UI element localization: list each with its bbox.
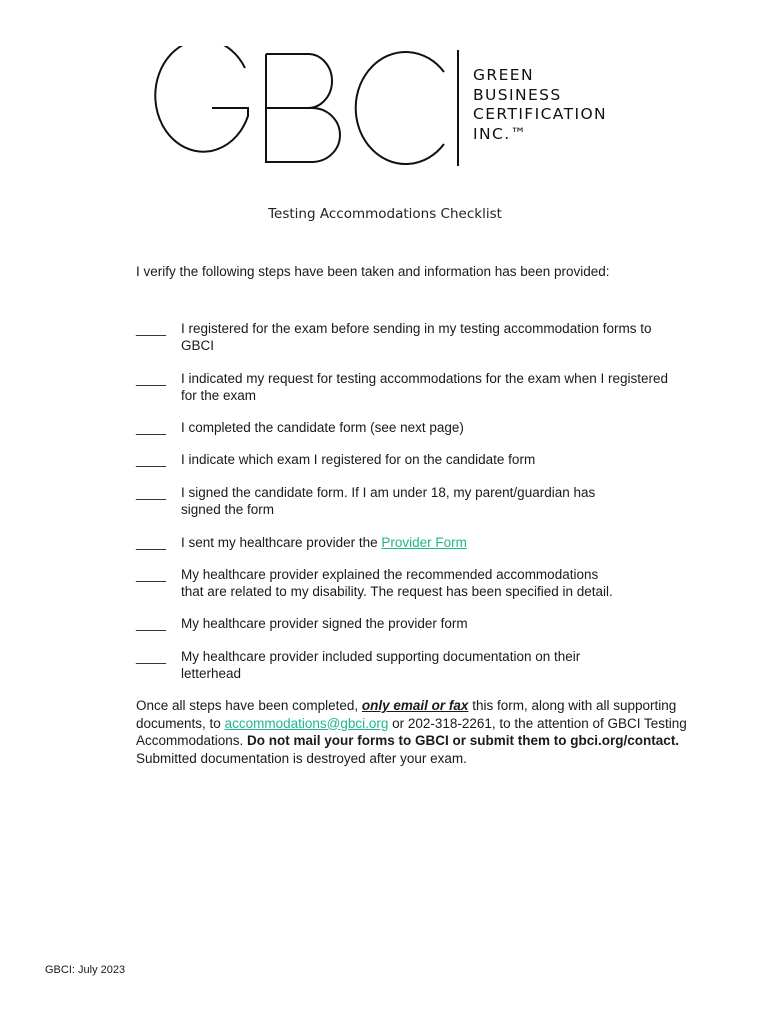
closing-instructions: [136, 697, 716, 767]
logo-line-inc: INC.™: [473, 124, 528, 143]
closing-warning: Do not mail your forms to GBCI or submit them to gbci.org/contact.: [247, 733, 680, 748]
closing-text: or 202-318-2261, to the attention of GBCI Testing Accommodations.: [136, 715, 687, 748]
check-blank[interactable]: ____: [136, 321, 167, 336]
item-line: I indicated my request for testing accommodations for the exam when I registered: [181, 371, 668, 386]
checklist-item-text: [181, 370, 691, 404]
checklist-item-text: [181, 566, 691, 600]
check-blank[interactable]: ____: [136, 649, 167, 664]
check-blank[interactable]: ____: [136, 567, 167, 582]
checklist-item-text: [181, 320, 691, 354]
item-line: I indicate which exam I registered for on the candidate form: [181, 452, 536, 467]
check-blank[interactable]: ____: [136, 420, 167, 435]
check-blank[interactable]: ____: [136, 535, 167, 550]
item-line: for the exam: [181, 388, 257, 403]
document-title: Testing Accommodations Checklist: [268, 206, 502, 222]
intro-statement: I verify the following steps have been taken and information has been provided:: [136, 264, 610, 279]
logo-line-business: BUSINESS: [473, 85, 562, 104]
checklist-item-text: [181, 615, 691, 632]
logo-line-certification: CERTIFICATION: [473, 105, 608, 123]
item-line: I registered for the exam before sending in my testing accommodation forms to: [181, 321, 652, 336]
item-line: letterhead: [181, 666, 242, 681]
closing-text: Submitted documentation is destroyed after your exam.: [136, 750, 467, 766]
checklist-item-text: [181, 484, 691, 518]
item-line: I completed the candidate form (see next page): [181, 420, 464, 435]
logo-divider: [457, 50, 459, 166]
item-line: My healthcare provider signed the provider form: [181, 616, 468, 631]
item-line: that are related to my disability. The request has been specified in detail.: [181, 584, 613, 599]
item-line: My healthcare provider included supporting documentation on their: [181, 649, 581, 664]
check-blank[interactable]: ____: [136, 485, 167, 500]
checklist-item-text: [181, 534, 691, 551]
item-line: signed the form: [181, 502, 275, 517]
logo-company-name: [473, 66, 607, 144]
checklist-item-text: [181, 648, 691, 682]
provider-form-link[interactable]: Provider Form: [381, 535, 467, 550]
closing-emphasis: only email or fax: [361, 698, 469, 713]
check-blank[interactable]: ____: [136, 371, 167, 386]
closing-text: this form, along with all supporting documents, to: [136, 698, 677, 731]
check-blank[interactable]: ____: [136, 616, 167, 631]
checklist-item-text: [181, 419, 691, 436]
item-text: I sent my healthcare provider the: [181, 535, 382, 550]
check-blank[interactable]: ____: [136, 452, 167, 467]
item-line: My healthcare provider explained the recommended accommodations: [181, 567, 599, 582]
closing-text: Once all steps have been completed,: [136, 698, 362, 713]
item-line: I signed the candidate form. If I am under 18, my parent/guardian has: [181, 485, 596, 500]
footer-date: GBCI: July 2023: [45, 964, 126, 976]
gbc-logo-letters: [150, 46, 450, 168]
logo-line-green: GREEN: [473, 66, 534, 84]
item-line: GBCI: [181, 338, 215, 353]
checklist-item-text: [181, 451, 691, 468]
gbci-logo: [150, 46, 630, 168]
accommodations-email-link[interactable]: accommodations@gbci.org: [224, 715, 389, 731]
